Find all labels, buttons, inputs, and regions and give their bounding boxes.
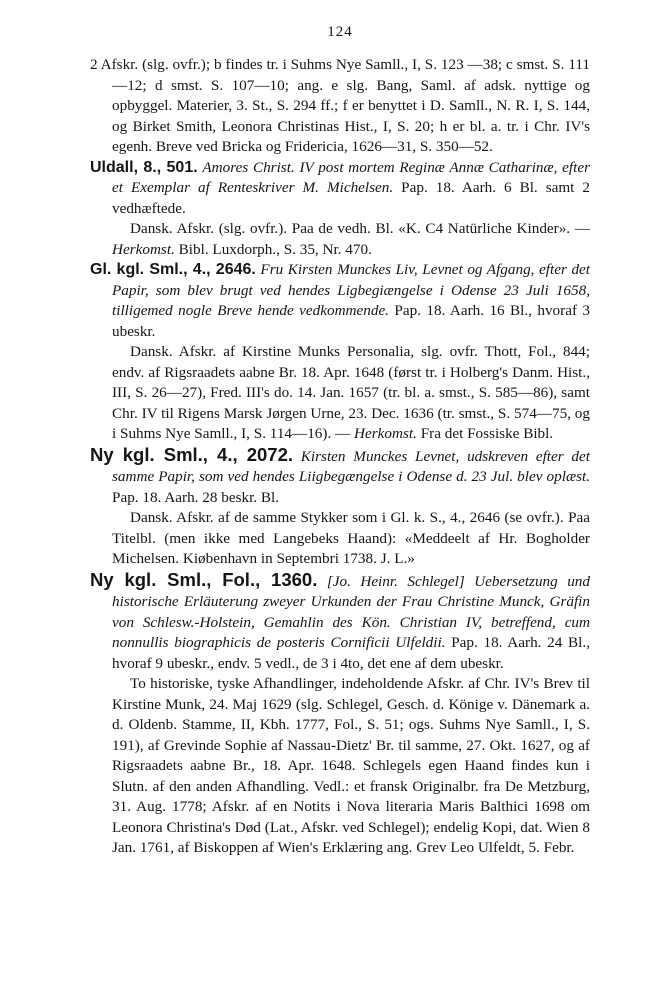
entry-description: Pap. 18. Aarh. 16 Bl., hvoraf 3 ubeskr. [112, 302, 590, 340]
entry-title: Kirsten Munckes Levnet, udskreven efter det samme Papir, som ved hendes Liigbegængelse i Odense d. 23 Jul. blev oplæst. [112, 447, 590, 485]
entry-note [90, 674, 590, 859]
entry-description: Pap. 18. Aarh. 28 beskr. Bl. [112, 488, 280, 506]
page [90, 24, 590, 859]
provenance-label: Herkomst. [354, 425, 417, 442]
catalog-entry [90, 445, 590, 509]
entry-description: Pap. 18. Aarh. 24 Bl., hvoraf 9 ubeskr., endv. 5 vedl., de 3 i 4to, det ene af dem ubeskr. [112, 634, 590, 672]
entry-title: Fru Kirsten Munckes Liv, Levnet og Afgang, efter det Papir, som blev brugt ved hendes Ligbegiængelse i Odense 23 Juli 1658, tilligemed nogle Breve hende vedkommende. [112, 261, 590, 319]
page-number: 124 [327, 24, 353, 40]
shelfmark: Gl. kgl. Sml., 4., 2646. [90, 261, 256, 278]
entry-note [90, 219, 590, 260]
intro-paragraph: 2 Afskr. (slg. ovfr.); b findes tr. i Suhms Nye Samll., I, S. 123 —38; c smst. S. 111—12; d smst. S. 107—10; ang. e slg. Bang, Saml. af adsk. nyttige og opbyggel. Materier, 3. St., S. 294 ff.; f er benyttet i D. Samll., N. R. I, S. 144, og Birket Smith, Leonora Christinas Hist., I, S. 20; h er bl. a. tr. i Chr. IV's egenh. Breve ved Bricka og Fridericia, 1626—31, S. 350—52. [90, 56, 590, 155]
catalog-entry [90, 570, 590, 675]
entry-title: [Jo. Heinr. Schlegel] Uebersetzung und historische Erläuterung zweyer Urkunden der Frau Christine Munck, Gräfin von Schlesw.-Holstein, Gemahlin des Kön. Christian IV, betreffend, cum nonnullis biographicis de posteris Cornificii Ulfeldii. [112, 572, 590, 651]
shelfmark: Uldall, 8., 501. [90, 158, 198, 176]
note-text: Dansk. Afskr. af Kirstine Munks Personalia, slg. ovfr. Thott, Fol., 844; endv. af Rigsraadets aabne Br. 18. Apr. 1648 (først tr. i Holberg's Danm. Hist., III, S. 26—27), Fred. III's do. 14. Jan. 1657 (tr. bl. a. smst., S. 585—86), samt Chr. IV til Rigens Marsk Jørgen Urne, 23. Dec. 1636 (tr. smst., S. 574—75, og i Suhms Nye Samll., I, S. 114—16). — [112, 343, 590, 442]
note-text-end: Fra det Fossiske Bibl. [416, 425, 554, 442]
entry-description: Pap. 18. Aarh. 6 Bl. samt 2 vedhæftede. [112, 179, 590, 217]
provenance-label: Herkomst. [112, 240, 175, 258]
catalog-entry [90, 158, 590, 220]
shelfmark: Ny kgl. Sml., Fol., 1360. [90, 568, 318, 590]
note-text-end: Bibl. Luxdorph., S. 35, Nr. 470. [174, 240, 372, 258]
note-text: Dansk. Afskr. (slg. ovfr.). Paa de vedh. Bl. «K. C4 Natürliche Kinder». — [130, 220, 590, 237]
entry-note [90, 342, 590, 445]
entry-note [90, 508, 590, 570]
entry-title: Amores Christ. IV post mortem Reginæ Annæ Catharinæ, efter et Exemplar af Renteskriver M. Michelsen. [112, 158, 591, 196]
note-text: Dansk. Afskr. af de samme Stykker som i Gl. k. S., 4., 2646 (se ovfr.). Paa Titelbl. (men ikke med Langebeks Haand): «Meddeelt af Hr. Bogholder Michelsen. Kiøbenhavn in Septembri 1738. J. L.» [112, 509, 590, 567]
shelfmark: Ny kgl. Sml., 4., 2072. [90, 443, 294, 465]
catalog-entry [90, 260, 590, 342]
note-text: To historiske, tyske Afhandlinger, indeholdende Afskr. af Chr. IV's Brev til Kirstine Munk, 24. Maj 1629 (slg. Schlegel, Gesch. d. Könige v. Dänemark a. d. Oldenb. Stamme, II, Kbh. 1777, Fol., S. 51; ogs. Suhms Nye Samll., I, S. 191), af Grevinde Sophie af Nassau-Dietz' Br. til samme, 27. Okt. 1627, og af Rigsraadets aabne Br., 18. Apr. 1648. Schlegels egen Haand findes kun i Slutn. af den anden Afhandling. Vedl.: et fransk Originalbr. fra De Metzburg, 31. Aug. 1778; Afskr. af en Notits i Nova literaria Maris Balthici 1698 om Leonora Christina's Død (Lat., Afskr. ved Schlegel); endelig Kopi, dat. Wien 8 Jan. 1761, af Biskoppen af Wien's Erklæring ang. Grev Leo Ulfeldt, 5. Febr. [112, 675, 590, 856]
